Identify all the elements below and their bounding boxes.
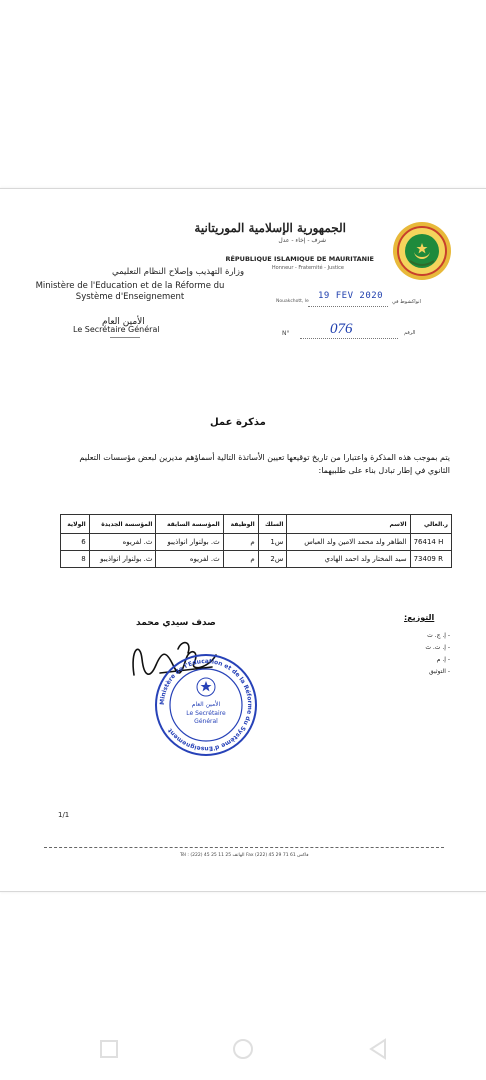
cell-function: م	[223, 534, 258, 551]
footer-contact: Tél : (222) 45 25 11 25 الهاتف Fax (222) 45 29 71 61 فاكس	[180, 853, 309, 858]
republic-title-french: RÉPUBLIQUE ISLAMIQUE DE MAURITANIE	[225, 255, 374, 263]
list-item: - إ. م	[436, 656, 450, 663]
cell-region: 6	[61, 534, 90, 551]
col-header-grade: السلك	[258, 515, 287, 534]
cell-grade: س1	[258, 534, 287, 551]
date-stamp-value: 19 FEV 2020	[318, 291, 384, 301]
cell-grade: س2	[258, 551, 287, 568]
distribution-list	[370, 630, 450, 678]
col-header-name: الاسم	[287, 515, 410, 534]
page-number: 1/1	[58, 811, 70, 819]
number-label-french: N°	[282, 330, 290, 337]
cell-id: 76414 H	[410, 534, 451, 551]
list-item: - إ. ج. ت	[427, 632, 450, 639]
table-row	[61, 534, 452, 551]
memo-intro-paragraph: يتم بموجب هذه المذكرة واعتبارا من تاريخ توقيعها تعيين الأساتذة التالية أسماؤهم مديرين لبعض مؤسسات التعليم الثانوي في إطار تبادل بناء على طلبيهما:	[79, 453, 450, 475]
signatory-name: صدف سيدي محمد	[136, 618, 216, 628]
system-navigation-bar	[0, 1020, 486, 1080]
cell-new-school: ث. لفريوه	[89, 534, 156, 551]
memo-title: مذكرة عمل	[210, 417, 266, 428]
distribution-title: التوزيع:	[404, 613, 435, 622]
ministry-name-arabic: وزارة التهذيب وإصلاح النظام التعليمي	[112, 267, 245, 277]
col-header-function: الوظيفة	[223, 515, 258, 534]
cell-function: م	[223, 551, 258, 568]
secretary-general-arabic: الأمين العام	[102, 317, 145, 327]
ministry-name-french: Ministère de l'Education et de la Réforme du Système d'Enseignement	[35, 281, 225, 302]
col-header-new-school: المؤسسة الجديدة	[89, 515, 156, 534]
national-emblem-seal	[392, 221, 452, 281]
cell-region: 8	[61, 551, 90, 568]
stamp-ring-text-french: Ministère de l'Education et de la Réforme du Système d'Enseignement	[158, 657, 254, 753]
cell-previous-school: ث. لفريوه	[156, 551, 223, 568]
col-header-id: ر.العالي	[410, 515, 451, 534]
date-label-french: Nouakchott, le	[276, 299, 309, 304]
republic-motto-arabic: شرف - إخاء - عدل	[278, 237, 326, 244]
list-item: - إ. ت. ث	[425, 644, 450, 651]
cell-name: سيد المختار ولد احمد الهادي	[287, 551, 410, 568]
document-page	[0, 188, 486, 892]
assignment-table	[60, 514, 452, 568]
cell-previous-school: ث. بولنوار انواذيبو	[156, 534, 223, 551]
number-line	[300, 338, 398, 339]
home-icon[interactable]	[232, 1038, 254, 1060]
secretary-general-french: Le Secrétaire Général	[73, 325, 160, 334]
back-icon[interactable]	[368, 1038, 390, 1060]
list-item: - التوثيق	[429, 668, 450, 675]
date-line	[308, 306, 388, 307]
footer-divider	[44, 847, 444, 848]
republic-title-arabic: الجمهورية الإسلامية الموريتانية	[194, 221, 346, 235]
col-header-region: الولاية	[61, 515, 90, 534]
cell-new-school: ث. بولنوار انواذيبو	[89, 551, 156, 568]
table-row	[61, 551, 452, 568]
republic-motto-french: Honneur - Fraternité - Justice	[271, 265, 344, 271]
cell-id: 73409 R	[410, 551, 451, 568]
official-stamp	[152, 651, 260, 759]
reference-number-handwritten: 076	[330, 321, 353, 337]
stamp-title-french-line1: Le Secrétaire	[186, 710, 226, 717]
stamp-title-french-line2: Général	[194, 718, 218, 725]
col-header-previous-school: المؤسسة السابقة	[156, 515, 223, 534]
table-header-row	[61, 515, 452, 534]
header-divider	[110, 337, 140, 338]
number-label-arabic: الرقم	[404, 330, 416, 336]
date-label-arabic: انواكشوط في	[392, 299, 421, 305]
cell-name: الطاهر ولد محمد الامين ولد العباس	[287, 534, 410, 551]
recent-apps-icon[interactable]	[98, 1038, 120, 1060]
stamp-title-arabic: الأمين العام	[191, 701, 221, 708]
